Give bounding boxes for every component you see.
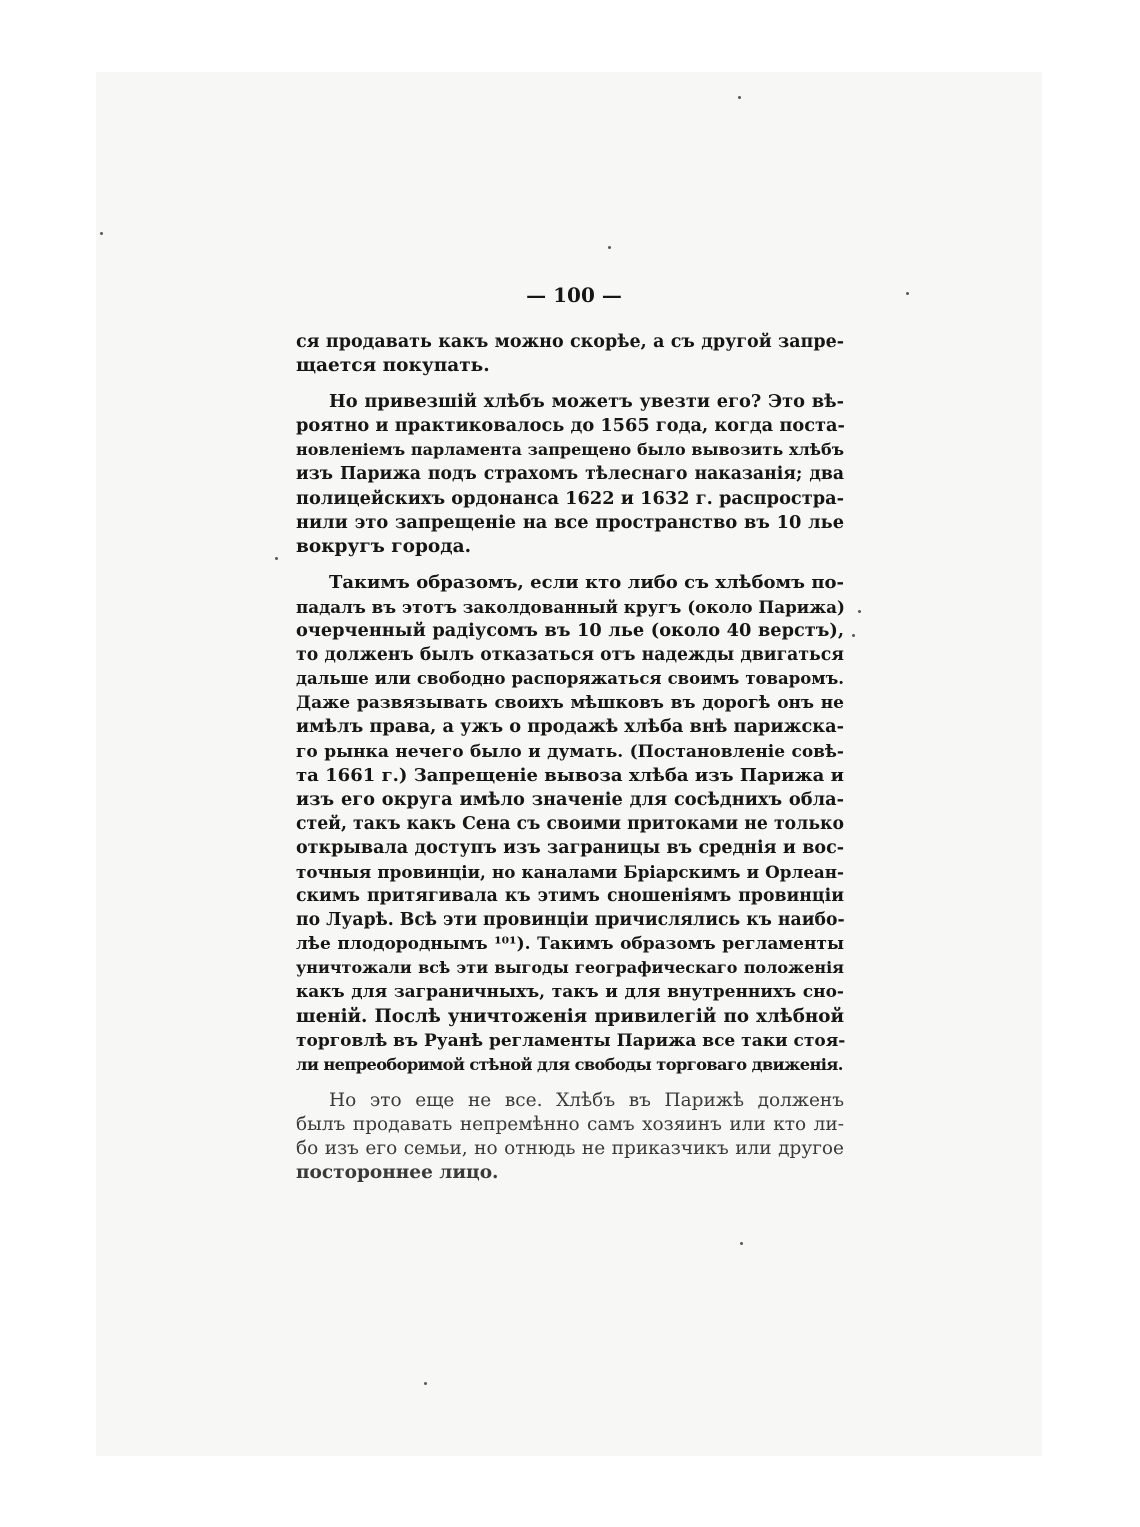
text-line: то долженъ былъ отказаться отъ надежды двигаться [296, 645, 844, 666]
text-line: нили это запрещеніе на все пространство въ 10 лье [296, 511, 844, 533]
scan-speck [906, 292, 909, 295]
text-line: лѣе плодороднымъ ¹⁰¹). Такимъ образомъ регламенты [296, 934, 844, 955]
text-line: по Луарѣ. Всѣ эти провинціи причислялись къ наибо- [296, 910, 845, 931]
text-line: точныя провинціи, но каналами Бріарскимъ и Орлеан- [296, 861, 844, 882]
text-line: роятно и практиковалось до 1565 года, когда поста- [296, 415, 845, 437]
scan-speck [275, 557, 278, 560]
text-line: шеній. Послѣ уничтоженія привилегій по хлѣбной [296, 1005, 844, 1027]
scan-speck [740, 1242, 743, 1245]
text-line: стей, такъ какъ Сена съ своими притоками не только [296, 813, 844, 834]
scan-speck [608, 246, 611, 249]
text-line: уничтожали всѣ эти выгоды географическаго положенія [296, 958, 844, 978]
text-line: очерченный радіусомъ въ 10 лье (около 40 верстъ), [296, 620, 844, 642]
scan-speck [858, 610, 861, 613]
text-line: Такимъ образомъ, если кто либо съ хлѣбомъ по- [329, 571, 844, 593]
text-line: постороннее лицо. [296, 1162, 499, 1184]
book-page-text [296, 282, 844, 1197]
text-line: дальше или свободно распоряжаться своимъ товаромъ. [296, 669, 844, 689]
scan-speck [100, 232, 103, 235]
text-line: падалъ въ этотъ заколдованный кругъ (около Парижа) [296, 596, 845, 617]
text-line: Но это еще не все. Хлѣбъ въ Парижѣ долженъ [329, 1089, 844, 1111]
text-line: Даже развязывать своихъ мѣшковъ въ дорогѣ онъ не [296, 693, 844, 714]
paragraph-2 [296, 390, 844, 559]
text-line: щается покупать. [296, 355, 490, 377]
text-line: полицейскихъ ордонанса 1622 и 1632 г. распростра- [296, 487, 844, 509]
text-line: изъ Парижа подъ страхомъ тѣлеснаго наказанія; два [296, 464, 844, 485]
text-line: имѣлъ права, а ужъ о продажѣ хлѣба внѣ парижска- [296, 716, 844, 738]
text-line: ся продавать какъ можно скорѣе, а съ другой запре- [296, 332, 844, 352]
text-line: бо изъ его семьи, но отнюдь не приказчикъ или другое [296, 1138, 844, 1159]
scan-speck [424, 1382, 427, 1385]
text-line: новленіемъ парламента запрещено было вывозить хлѣбъ [296, 440, 844, 460]
text-line: та 1661 г.) Запрещеніе вывоза хлѣба изъ Парижа и [296, 764, 844, 786]
text-line: изъ его округа имѣло значеніе для сосѣднихъ обла- [296, 788, 844, 810]
text-line: го рынка нечего было и думать. (Постановленіе совѣ- [296, 741, 844, 762]
paragraph-4 [296, 1089, 844, 1185]
scan-speck [738, 96, 741, 99]
text-line: скимъ притягивала къ этимъ сношеніямъ провинціи [296, 886, 844, 907]
text-line: былъ продавать непремѣнно самъ хозяинъ или кто ли- [296, 1113, 844, 1135]
text-line: ли непреоборимой стѣной для свободы торговаго движенія. [296, 1054, 843, 1074]
text-line: какъ для заграничныхъ, такъ и для внутреннихъ сно- [296, 982, 844, 1003]
text-line: торговлѣ въ Руанѣ регламенты Парижа все таки стоя- [296, 1030, 846, 1051]
paragraph-1 [296, 330, 844, 378]
paragraph-3 [296, 571, 844, 1077]
page-number: — 100 — [526, 283, 622, 307]
text-line: вокругъ города. [296, 535, 472, 557]
scan-speck [852, 634, 855, 637]
text-line: Но привезшій хлѣбъ можетъ увезти его? Это вѣ- [329, 391, 844, 413]
text-line: открывала доступъ изъ заграницы въ среднія и вос- [296, 837, 844, 858]
